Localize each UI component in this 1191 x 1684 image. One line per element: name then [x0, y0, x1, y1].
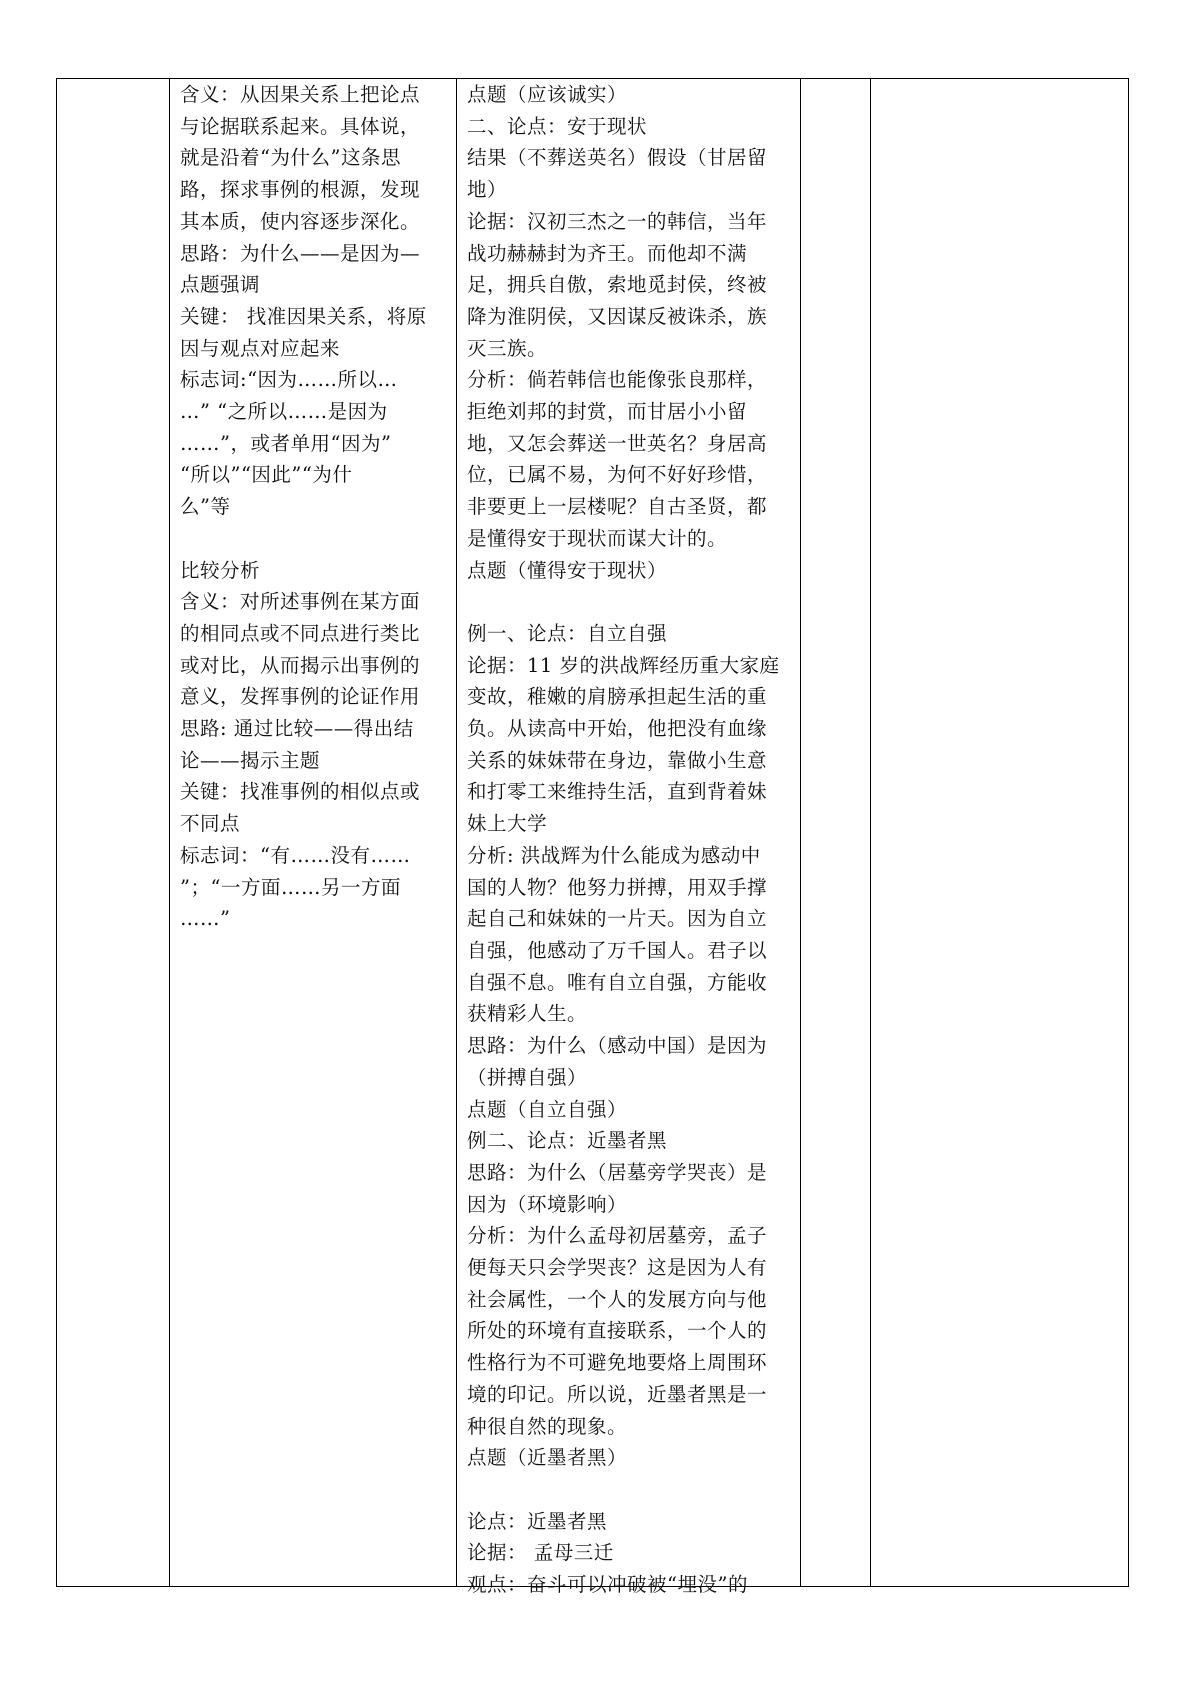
examples-column-text: 点题（应该诚实） 二、论点：安于现状 结果（不葬送英名）假设（甘居留 地） 论据：汉初三杰之一的韩信，当年 战功赫赫封为齐王。而他却不满 足，拥兵自傲，索地觅封侯，终被 降为淮阴侯，又因谋反被诛杀，族 灭三族。 分析：倘若韩信也能像张良那样， 拒绝刘邦的封赏，而甘居小小留 地，又怎会葬送一世英名？身居高 位，已属不易，为何不好好珍惜， 非要更上一层楼呢？自古圣贤，都 是懂得安于现状而谋大计的。 点题（懂得安于现状） 例一、论点：自立自强 论据：11 岁的洪战辉经历重大家庭 变故，稚嫩的肩膀承担起生活的重 负。从读高中开始，他把没有血缘 关系的妹妹带在身边，靠做小生意 和打零工来维持生活，直到背着妹 妹上大学 分析: 洪战辉为什么能成为感动中 国的人物？他努力拼搏，用双手撑 起自己和妹妹的一片天。因为自立 自强，他感动了万千国人。君子以 自强不息。唯有自立自强，方能收 获精彩人生。 思路：为什么（感动中国）是因为 （拼搏自强） 点题（自立自强） 例二、论点：近墨者黑 思路：为什么（居墓旁学哭丧）是 因为（环境影响） 分析：为什么孟母初居墓旁，孟子 便每天只会学哭丧？这是因为人有 社会属性，一个人的发展方向与他 所处的环境有直接联系，一个人的 性格行为不可避免地要烙上周围环 境的印记。所以说，近墨者黑是一 种很自然的现象。 点题（近墨者黑） 论点：近墨者黑 论据： 孟母三迁 观点：奋斗可以冲破被“埋没”的	[467, 83, 780, 1597]
column-divider	[456, 79, 457, 1586]
lesson-table	[56, 78, 1129, 1597]
column-divider	[870, 79, 871, 1586]
column-divider	[169, 79, 170, 1586]
method-column-text: 含义：从因果关系上把论点 与论据联系起来。具体说， 就是沿着“为什么”这条思 路，探求事例的根源，发现 其本质，使内容逐步深化。 思路：为什么——是因为— 点题强调 关键： 找准因果关系，将原 因与观点对应起来 标志词:“因为……所以… …” “之所以……是因为 ……”，或者单用“因为” “所以”“因此”“为什 么”等 比较分析 含义：对所述事例在某方面 的相同点或不同点进行类比 或对比，从而揭示出事例的 意义，发挥事例的论证作用 思路: 通过比较——得出结 论——揭示主题 关键：找准事例的相似点或 不同点 标志词：“有……没有…… ”；“一方面……另一方面 ……”	[180, 83, 427, 931]
